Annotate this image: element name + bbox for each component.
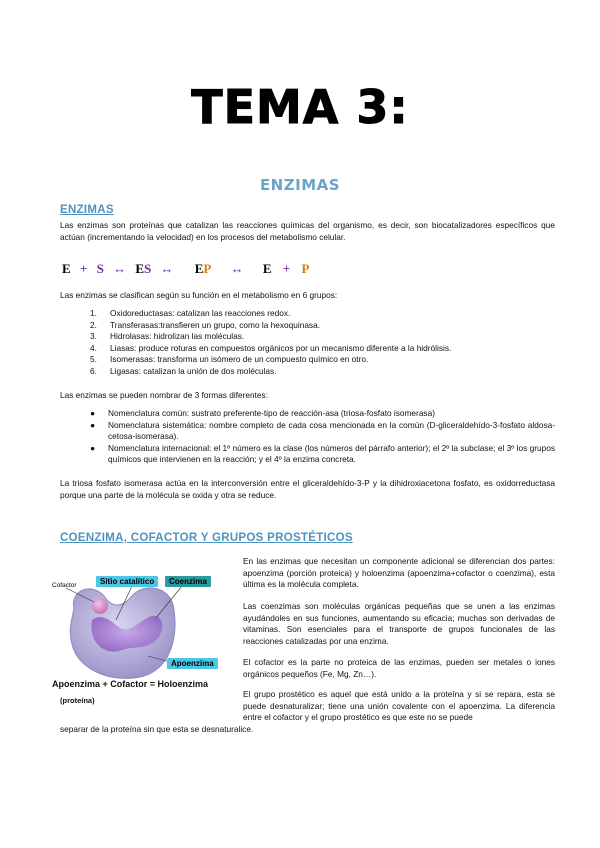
apoenzima-label: Apoenzima xyxy=(167,658,218,669)
list-item: 4. Liasas: produce roturas en compuestos orgánicos por un mecanismo diferente a la hidrólisis. xyxy=(90,342,452,353)
proteina-caption: (proteína) xyxy=(60,696,95,705)
eq-plus: + xyxy=(282,261,291,276)
cofactor-ball xyxy=(92,598,108,614)
list-item: ● Nomenclatura sistemática: nombre completo de cada cosa mencionada en la común (D-gliceraldehído-3-fosfato aldosa-cetosa-isomerasa). xyxy=(90,419,555,442)
sitio-catalitico-label: Sitio catalítico xyxy=(96,576,158,587)
closing-paragraph: La triosa fosfato isomerasa actúa en la interconversión entre el gliceraldehído-3-P y la dihidroxiacetona fosfato, es oxidorreductasa porque una parte de la molécula se oxida y otra se reduce. xyxy=(60,478,555,500)
coenzima-label: Coenzima xyxy=(165,576,211,587)
eq-arrow: ↔ xyxy=(113,261,127,276)
list-item: 6. Ligasas: catalizan la unión de dos moléculas. xyxy=(90,365,277,376)
eq-arrow: ↔ xyxy=(160,261,174,276)
reaction-equation xyxy=(62,261,309,277)
page-title: TEMA 3: xyxy=(191,80,409,134)
paragraph-grupo-prostetico-end: separar de la proteína sin que esta se desnaturalice. xyxy=(60,724,254,734)
paragraph-cofactor: El cofactor es la parte no proteica de las enzimas, pueden ser metales o iones orgánicos pequeños (Fe, Mg, Zn…). xyxy=(243,657,555,679)
list-item: ● Nomenclatura internacional: el 1º número es la clase (los números del párrafo anterior); el 2º la subclase; el 3º los grupos químicos que intervienen en la reacción; y el 4º la enzima concreta. xyxy=(90,442,555,465)
list-item: ● Nomenclatura común: sustrato preferente-tipo de reacción-asa (triosa-fosfato isomerasa) xyxy=(90,408,435,418)
enzyme-illustration xyxy=(52,568,242,713)
section-heading-enzimas: ENZIMAS xyxy=(60,204,114,216)
eq-plus: + xyxy=(79,261,88,276)
classify-intro: Las enzimas se clasifican según su función en el metabolismo en 6 grupos: xyxy=(60,290,338,300)
paragraph-grupo-prostetico: El grupo prostético es aquel que está unido a la proteína y si se repara, esta se puede desnaturalizar; tiene una unión covalente con el apoenzima. La diferencia entre el cofactor y el grupo prostético es que este no se puede xyxy=(243,689,555,723)
naming-list xyxy=(60,408,555,466)
eq-product: P xyxy=(301,261,310,276)
paragraph-coenzimas: Las coenzimas son moléculas orgánicas pequeñas que se unen a las enzimas ayudándoles en sus funciones, aumentando su eficacia; muchas son derivadas de vitaminas. Son esenciales para el transporte de grupos funcionales de las reacciones catalizadas por una enzima. xyxy=(243,601,555,646)
eq-es-e: E xyxy=(135,261,144,276)
page-subtitle: ENZIMAS xyxy=(259,176,341,194)
enzyme-figure xyxy=(52,568,242,713)
eq-enzyme-free: E xyxy=(262,261,272,276)
intro-paragraph: Las enzimas son proteínas que catalizan las reacciones químicas del organismo, es decir, son biocatalizadores específicos que actúan (incrementando la velocidad) en los procesos del metabolismo celular. xyxy=(60,220,555,242)
cofactor-label: Cofactor xyxy=(52,582,77,589)
section-heading-coenzima: COENZIMA, COFACTOR Y GRUPOS PROSTÉTICOS xyxy=(60,532,353,544)
eq-enzyme: E xyxy=(62,261,71,276)
eq-es-s: S xyxy=(144,261,152,276)
list-item: 1. Oxidoreductasas: catalizan las reacciones redox. xyxy=(90,308,291,318)
enzyme-groups-list xyxy=(60,308,530,378)
list-item: 3. Hidrolasas: hidrolizan las moléculas. xyxy=(90,331,245,342)
eq-ep-p: P xyxy=(203,261,212,276)
holoenzyme-equation: Apoenzima + Cofactor = Holoenzima xyxy=(52,679,209,689)
eq-substrate: S xyxy=(96,261,104,276)
list-item: 2. Transferasas:transfieren un grupo, como la hexoquinasa. xyxy=(90,319,320,330)
list-item: 5. Isomerasas: transforma un isómero de un compuesto químico en otro. xyxy=(90,354,369,365)
naming-intro: Las enzimas se pueden nombrar de 3 formas diferentes: xyxy=(60,390,268,400)
paragraph-apoenzima: En las enzimas que necesitan un componente adicional se diferencian dos partes: apoenzima (porción proteica) y holoenzima (apoenzima+cofactor o coenzima), esta última es la molécula completa. xyxy=(243,556,555,590)
eq-ep-e: E xyxy=(194,261,204,276)
eq-arrow: ↔ xyxy=(230,261,244,276)
